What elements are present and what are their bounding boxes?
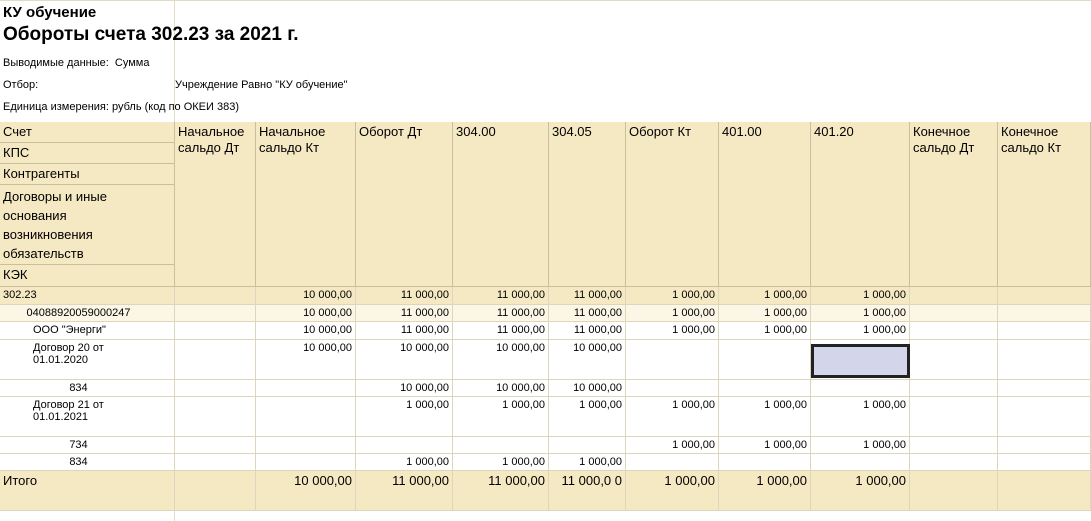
unit-label: Единица измерения: — [3, 101, 109, 113]
value-cell[interactable] — [998, 322, 1091, 340]
value-cell[interactable]: 10 000,00 — [256, 340, 356, 380]
value-cell[interactable]: 1 000,00 — [453, 454, 549, 471]
col-header-401-00[interactable]: 401.00 — [719, 122, 811, 287]
dim-header-account[interactable]: Счет — [0, 122, 175, 143]
value-cell[interactable]: 10 000,00 — [256, 287, 356, 305]
value-cell[interactable]: 11 000,00 — [453, 322, 549, 340]
value-cell[interactable]: 1 000,00 — [811, 322, 910, 340]
value-cell[interactable]: 1 000,00 — [626, 305, 719, 322]
value-cell[interactable]: 1 000,00 — [719, 322, 811, 340]
value-cell[interactable] — [910, 340, 998, 380]
dim-header-counterparties[interactable]: Контрагенты — [0, 164, 175, 185]
col-header-closing-kt[interactable]: Конечное сальдо Кт — [998, 122, 1091, 287]
total-cell[interactable] — [175, 471, 256, 511]
value-cell[interactable]: 11 000,00 — [549, 322, 626, 340]
value-cell[interactable]: 1 000,00 — [626, 287, 719, 305]
value-cell[interactable]: 1 000,00 — [811, 397, 910, 437]
grid-line-horizontal — [0, 0, 1091, 1]
filter-line — [3, 79, 403, 91]
value-cell[interactable]: 11 000,00 — [356, 322, 453, 340]
value-cell[interactable] — [910, 305, 998, 322]
value-cell[interactable]: 10 000,00 — [549, 380, 626, 397]
value-cell[interactable]: 1 000,00 — [719, 305, 811, 322]
value-cell[interactable]: 1 000,00 — [719, 397, 811, 437]
value-cell[interactable]: 10 000,00 — [453, 340, 549, 380]
value-cell[interactable]: 1 000,00 — [356, 397, 453, 437]
value-cell[interactable] — [256, 454, 356, 471]
col-header-opening-dt[interactable]: Начальное сальдо Дт — [175, 122, 256, 287]
total-cell[interactable] — [910, 471, 998, 511]
col-header-401-20[interactable]: 401.20 — [811, 122, 910, 287]
value-cell[interactable]: 11 000,00 — [453, 287, 549, 305]
value-cell[interactable] — [998, 340, 1091, 380]
output-data-label: Выводимые данные: — [3, 57, 109, 69]
row-label[interactable]: ООО "Энерги" — [0, 322, 175, 340]
row-label[interactable]: 04088920059000247 — [0, 305, 175, 322]
total-cell[interactable]: 10 000,00 — [256, 471, 356, 511]
value-cell[interactable] — [910, 380, 998, 397]
total-cell[interactable]: 1 000,00 — [811, 471, 910, 511]
value-cell[interactable]: 10 000,00 — [356, 380, 453, 397]
row-label[interactable]: Договор 20 от 01.01.2020 — [0, 340, 175, 380]
col-header-closing-dt[interactable]: Конечное сальдо Дт — [910, 122, 998, 287]
value-cell[interactable] — [910, 397, 998, 437]
value-cell[interactable]: 1 000,00 — [719, 437, 811, 454]
value-cell[interactable]: 1 000,00 — [811, 305, 910, 322]
value-cell[interactable] — [356, 437, 453, 454]
row-label[interactable]: 734 — [0, 437, 175, 454]
row-label[interactable]: 834 — [0, 380, 175, 397]
value-cell[interactable] — [910, 287, 998, 305]
value-cell[interactable] — [175, 437, 256, 454]
value-cell[interactable] — [998, 287, 1091, 305]
output-data-line — [3, 57, 149, 69]
value-cell[interactable]: 1 000,00 — [719, 287, 811, 305]
col-header-304-05[interactable]: 304.05 — [549, 122, 626, 287]
value-cell[interactable] — [910, 437, 998, 454]
value-cell[interactable] — [256, 437, 356, 454]
value-cell[interactable]: 1 000,00 — [453, 397, 549, 437]
value-cell[interactable] — [910, 322, 998, 340]
value-cell[interactable] — [719, 380, 811, 397]
unit-line — [3, 101, 239, 113]
report-title: Обороты счета 302.23 за 2021 г. — [3, 24, 299, 45]
value-cell[interactable] — [453, 437, 549, 454]
value-cell[interactable]: 11 000,00 — [356, 287, 453, 305]
value-cell[interactable]: 1 000,00 — [811, 287, 910, 305]
value-cell[interactable] — [175, 380, 256, 397]
value-cell[interactable] — [998, 437, 1091, 454]
value-cell[interactable] — [719, 340, 811, 380]
value-cell[interactable]: 11 000,00 — [453, 305, 549, 322]
value-cell[interactable]: 1 000,00 — [549, 397, 626, 437]
row-label[interactable]: 302.23 — [0, 287, 175, 305]
row-label[interactable]: 834 — [0, 454, 175, 471]
total-cell[interactable]: 1 000,00 — [626, 471, 719, 511]
unit-value: рубль (код по ОКЕИ 383) — [112, 101, 239, 113]
value-cell[interactable]: 11 000,00 — [549, 305, 626, 322]
value-cell[interactable] — [175, 322, 256, 340]
value-cell[interactable]: 1 000,00 — [811, 437, 910, 454]
value-cell[interactable] — [998, 305, 1091, 322]
value-cell[interactable] — [811, 454, 910, 471]
value-cell[interactable] — [626, 340, 719, 380]
value-cell[interactable]: 1 000,00 — [626, 397, 719, 437]
value-cell[interactable] — [175, 397, 256, 437]
value-cell[interactable]: 11 000,00 — [549, 287, 626, 305]
dim-header-contracts[interactable]: Договоры и иные основания возникновения обязательств — [0, 185, 175, 265]
dim-header-kek[interactable]: КЭК — [0, 265, 175, 287]
value-cell[interactable] — [256, 380, 356, 397]
row-label[interactable]: Договор 21 от 01.01.2021 — [0, 397, 175, 437]
total-cell[interactable]: 1 000,00 — [719, 471, 811, 511]
organization-name: КУ обучение — [3, 4, 97, 21]
col-header-304-00[interactable]: 304.00 — [453, 122, 549, 287]
value-cell[interactable] — [998, 454, 1091, 471]
total-cell[interactable]: 11 000,00 — [356, 471, 453, 511]
total-row-label[interactable]: Итого — [0, 471, 175, 511]
col-header-turnover-dt[interactable]: Оборот Дт — [356, 122, 453, 287]
value-cell[interactable] — [719, 454, 811, 471]
value-cell[interactable]: 10 000,00 — [356, 340, 453, 380]
value-cell[interactable]: 1 000,00 — [356, 454, 453, 471]
filter-value: Учреждение Равно "КУ обучение" — [175, 79, 348, 91]
value-cell[interactable] — [910, 454, 998, 471]
value-cell[interactable]: 10 000,00 — [549, 340, 626, 380]
value-cell[interactable] — [175, 340, 256, 380]
value-cell[interactable]: 1 000,00 — [626, 322, 719, 340]
value-cell[interactable]: 1 000,00 — [626, 437, 719, 454]
value-cell[interactable] — [175, 454, 256, 471]
value-cell[interactable] — [175, 305, 256, 322]
value-cell[interactable] — [256, 397, 356, 437]
value-cell[interactable] — [998, 397, 1091, 437]
filter-label: Отбор: — [3, 79, 39, 91]
col-header-turnover-kt[interactable]: Оборот Кт — [626, 122, 719, 287]
value-cell[interactable]: 1 000,00 — [549, 454, 626, 471]
total-cell[interactable] — [998, 471, 1091, 511]
col-header-opening-kt[interactable]: Начальное сальдо Кт — [256, 122, 356, 287]
output-data-value: Сумма — [114, 57, 150, 69]
total-cell[interactable]: 11 000,0 0 — [549, 471, 626, 511]
value-cell[interactable] — [626, 380, 719, 397]
value-cell[interactable]: 10 000,00 — [256, 322, 356, 340]
value-cell[interactable] — [626, 454, 719, 471]
total-cell[interactable]: 11 000,00 — [453, 471, 549, 511]
value-cell[interactable]: 10 000,00 — [453, 380, 549, 397]
value-cell[interactable] — [998, 380, 1091, 397]
value-cell[interactable]: 11 000,00 — [356, 305, 453, 322]
dim-header-kps[interactable]: КПС — [0, 143, 175, 164]
value-cell[interactable] — [175, 287, 256, 305]
value-cell[interactable]: 10 000,00 — [256, 305, 356, 322]
value-cell[interactable] — [811, 380, 910, 397]
selected-cell[interactable] — [811, 344, 910, 378]
value-cell[interactable] — [549, 437, 626, 454]
